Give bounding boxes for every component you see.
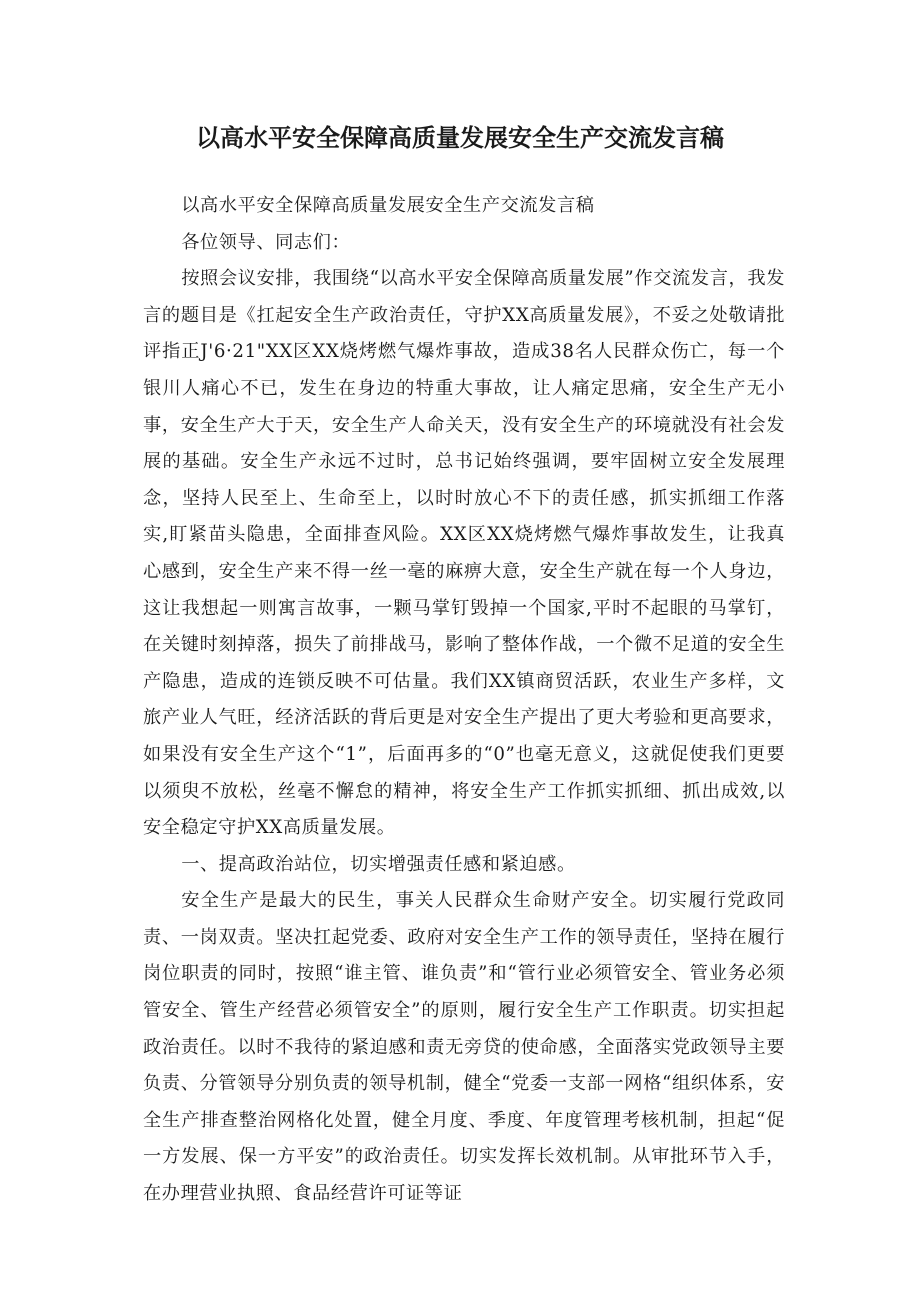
document-body [143, 188, 785, 1213]
section-heading: 一、提高政治站位，切实增强责任感和紧迫感。 [181, 853, 576, 875]
salutation-paragraph: 各位领导、同志们： [181, 231, 351, 253]
document-title: 以高水平安全保障高质量发展安全生产交流发言稿 [196, 124, 724, 152]
subtitle-paragraph: 以高水平安全保障高质量发展安全生产交流发言稿 [181, 195, 595, 216]
section-paragraph: 安全生产是最大的民生，事关人民群众生命财产安全。切实履行党政同责、一岗双责。坚决扛起党委、政府对安全生产工作的领导责任，坚持在履行岗位职责的同时，按照“谁主管、谁负责”和“管行业必须管安全、管业务必须管安全、管生产经营必须管安全”的原则，履行安全生产工作职责。切实担起政治责任。以时不我待的紧迫感和责无旁贷的使命感，全面落实党政领导主要负责、分管领导分别负责的领导机制，健全“党委一支部一网格“组织体系，安全生产排查整治网格化处置，健全月度、季度、年度管理考核机制，担起“促一方发展、保一方平安”的政治责任。切实发挥长效机制。从审批环节入手，在办理营业执照、食品经营许可证等证 [143, 890, 785, 1205]
intro-paragraph: 按照会议安排，我围绕“以高水平安全保障高质量发展”作交流发言，我发言的题目是《扛起安全生产政治责任，守护XX高质量发展》，不妥之处敬请批评指正J'6·21"XX区XX烧烤燃气爆炸事故，造成38名人民群众伤亡，每一个银川人痛心不已，发生在身边的特重大事故，让人痛定思痛，安全生产无小事，安全生产大于天，安全生产人命关天，没有安全生产的环境就没有社会发展的基础。安全生产永远不过时，总书记始终强调，要牢固树立安全发展理念，坚持人民至上、生命至上，以时时放心不下的责任感，抓实抓细工作落实,盯紧苗头隐患，全面排查风险。XX区XX烧烤燃气爆炸事故发生，让我真心感到，安全生产来不得一丝一毫的麻痹大意，安全生产就在每一个人身边，这让我想起一则寓言故事，一颗马掌钉毁掉一个国家,平时不起眼的马掌钉，在关键时刻掉落，损失了前排战马，影响了整体作战，一个微不足道的安全生产隐患，造成的连锁反映不可估量。我们XX镇商贸活跃，农业生产多样，文旅产业人气旺，经济活跃的背后更是对安全生产提出了更大考验和更高要求，如果没有安全生产这个“1”，后面再多的“0”也毫无意义，这就促使我们更要以须臾不放松，丝毫不懈怠的精神，将安全生产工作抓实抓细、抓出成效,以安全稳定守护XX高质量发展。 [143, 268, 785, 839]
